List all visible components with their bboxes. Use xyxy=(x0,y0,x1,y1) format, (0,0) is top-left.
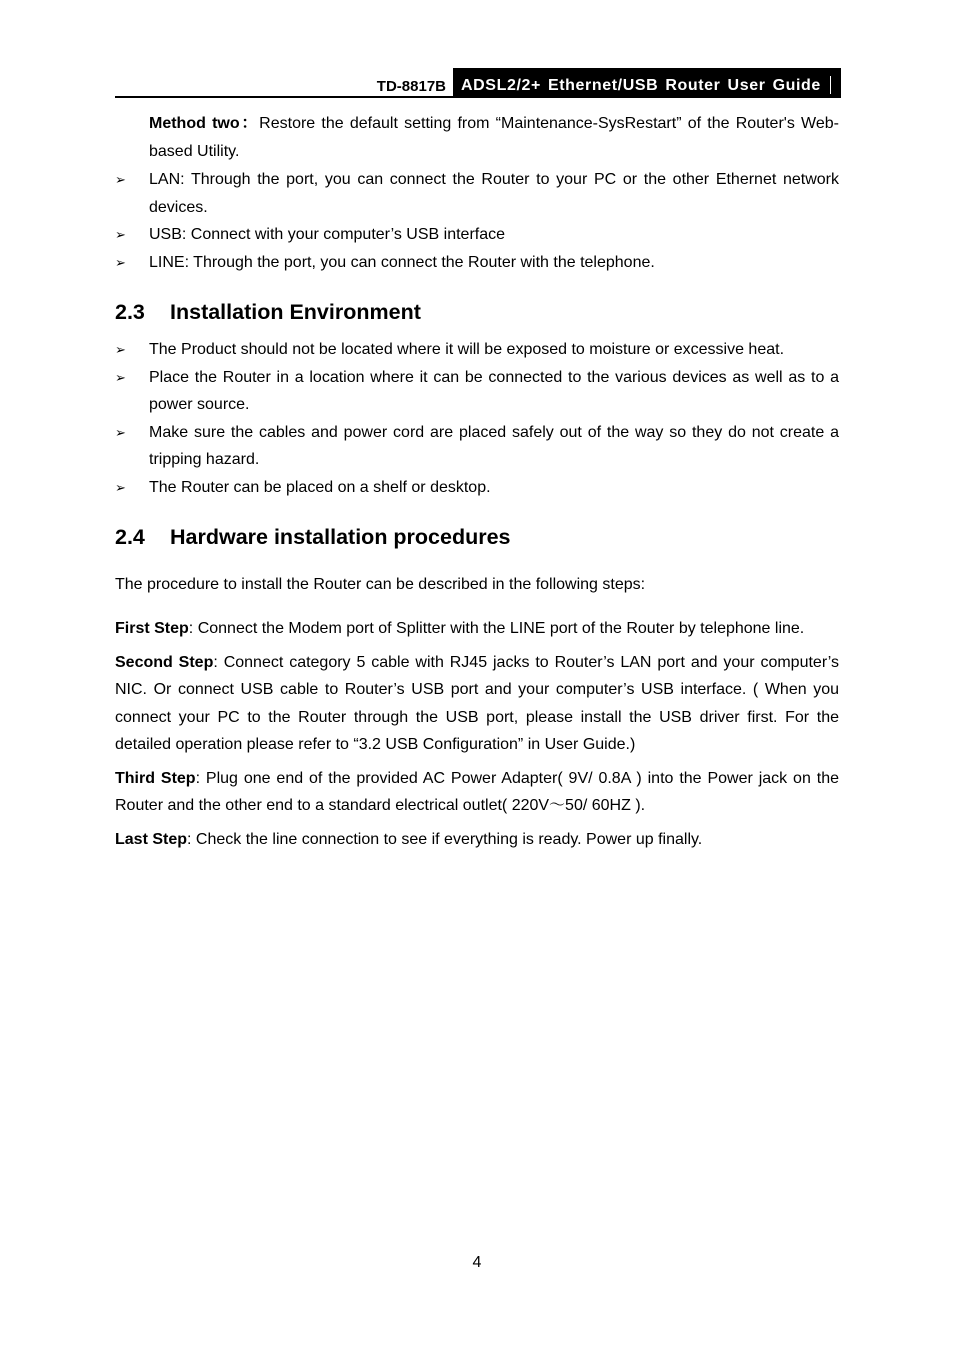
step-text: : Connect category 5 cable with RJ45 jacks to Router’s LAN port and your computer’s NIC. Or connect USB cable to Router’s USB port and your computer’s USB interface. ( When you connect your PC to the Router through the USB port, please install the USB driver first. For the detailed operation please refer to “3.2 USB Configuration” in User Guide.) xyxy=(115,653,840,753)
bullet-arrow-icon: ➢ xyxy=(115,369,126,385)
page-content xyxy=(115,110,839,859)
method-two-text: Restore the default setting from “Maintenance-SysRestart” of the Router's Web-based Utility. xyxy=(149,115,839,160)
list-item: ➢ Place the Router in a location where it can be connected to the various devices as well as to a power source. xyxy=(115,364,839,419)
list-item: ➢ LAN: Through the port, you can connect the Router to your PC or the other Ethernet network devices. xyxy=(115,166,839,221)
header-model: TD-8817B xyxy=(376,78,446,95)
bullet-arrow-icon: ➢ xyxy=(115,227,126,242)
list-item: ➢ LINE: Through the port, you can connect the Router with the telephone. xyxy=(115,249,839,277)
section-number: 2.4 xyxy=(115,525,145,549)
bullet-arrow-icon: ➢ xyxy=(115,342,126,357)
list-item: ➢ The Product should not be located where it will be exposed to moisture or excessive heat. xyxy=(115,336,839,364)
procedure-intro: The procedure to install the Router can be described in the following steps: xyxy=(115,576,646,593)
step-third xyxy=(115,765,839,820)
method-two-paragraph xyxy=(115,110,839,166)
list-item: ➢ Make sure the cables and power cord are placed safely out of the way so they do not create a tripping hazard. xyxy=(115,419,839,474)
header-guide-title-text: ADSL2/2+ Ethernet/USB Router User Guide xyxy=(461,77,821,94)
bullet-arrow-icon: ➢ xyxy=(115,172,126,187)
list-item: ➢ The Router can be placed on a shelf or desktop. xyxy=(115,474,839,502)
step-text: : Connect the Modem port of Splitter with the LINE port of the Router by telephone line. xyxy=(188,620,805,637)
port-bullet-list xyxy=(115,166,839,276)
step-last xyxy=(115,826,839,854)
section-title: Hardware installation procedures xyxy=(170,525,511,549)
section-heading-2-4 xyxy=(115,523,839,551)
bullet-arrow-icon: ➢ xyxy=(115,479,126,495)
section-title: Installation Environment xyxy=(170,300,421,324)
bullet-arrow-icon: ➢ xyxy=(115,254,126,270)
section-heading-2-3 xyxy=(115,298,839,326)
step-first xyxy=(115,615,839,643)
page-header xyxy=(115,68,841,98)
list-item: ➢ USB: Connect with your computer’s USB interface xyxy=(115,221,839,249)
step-label: Second Step xyxy=(115,653,214,671)
step-label: Third Step xyxy=(115,769,196,787)
header-divider xyxy=(830,76,831,94)
bullet-arrow-icon: ➢ xyxy=(115,424,126,440)
step-label: Last Step xyxy=(115,830,188,848)
step-second xyxy=(115,649,839,759)
section-number: 2.3 xyxy=(115,300,145,324)
method-two-label: Method two： xyxy=(149,115,260,132)
environment-bullet-list xyxy=(115,336,839,501)
step-text: : Plug one end of the provided AC Power Adapter( 9V/ 0.8A ) into the Power jack on the Router and the other end to a standard electrical outlet( 220V～50/ 60HZ ). xyxy=(115,769,839,814)
step-text: : Check the line connection to see if everything is ready. Power up finally. xyxy=(187,830,703,848)
header-guide-title xyxy=(453,68,841,96)
page-number: 4 xyxy=(472,1254,482,1271)
step-label: First Step xyxy=(115,620,189,637)
